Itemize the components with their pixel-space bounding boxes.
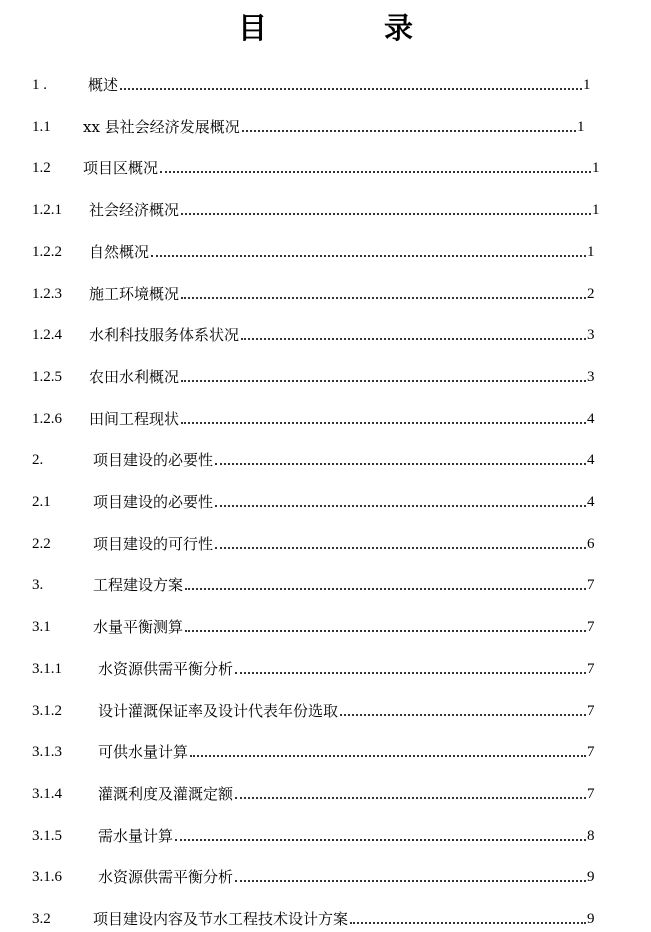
toc-entry-number: 3.1.5 [32, 827, 62, 844]
toc-entry[interactable] [0, 865, 651, 889]
toc-entry-page: 1 [582, 73, 591, 97]
toc-entry-title: 项目建设内容及节水工程技术设计方案 [93, 907, 350, 931]
toc-dot-leader [185, 588, 586, 590]
toc-entry-page: 7 [586, 657, 595, 681]
toc-entry-number: 2.2 [32, 535, 51, 552]
toc-entry-number: 1.2.4 [32, 327, 62, 344]
toc-entry-title: 项目建设的必要性 [93, 490, 215, 514]
toc-dot-leader [235, 880, 586, 882]
toc-entry-title: 可供水量计算 [98, 740, 190, 764]
toc-entry-number: 1.1 [32, 118, 51, 135]
toc-entry-page: 9 [586, 907, 595, 931]
toc-entry-number: 3.1.4 [32, 785, 62, 802]
toc-entry[interactable] [0, 323, 651, 347]
toc-entry-page: 4 [586, 490, 595, 514]
toc-dot-leader [175, 839, 586, 841]
toc-entry-number: 3.1.3 [32, 744, 62, 761]
toc-entry-page: 1 [576, 115, 585, 139]
toc-entry[interactable] [0, 532, 651, 556]
toc-entry-page: 7 [586, 699, 595, 723]
toc-dot-leader [151, 255, 586, 257]
toc-entry-page: 2 [586, 282, 595, 306]
toc-entry-title: 水资源供需平衡分析 [98, 865, 235, 889]
toc-entry-page: 7 [586, 573, 595, 597]
toc-entry-page: 4 [586, 407, 595, 431]
toc-entry[interactable] [0, 448, 651, 472]
toc-entry-number: 3.1 [32, 619, 51, 636]
toc-entry[interactable] [0, 740, 651, 764]
toc-entry-page: 4 [586, 448, 595, 472]
toc-dot-leader [350, 922, 586, 924]
toc-entry[interactable] [0, 73, 651, 97]
toc-entry-number: 1.2.5 [32, 368, 62, 385]
toc-entry[interactable] [0, 907, 651, 931]
toc-entry[interactable] [0, 657, 651, 681]
toc-entry[interactable] [0, 490, 651, 514]
toc-entry-title: 社会经济概况 [89, 198, 181, 222]
toc-entry[interactable] [0, 824, 651, 848]
toc-entry-title: 灌溉利度及灌溉定额 [98, 782, 235, 806]
toc-entry-title: 项目建设的必要性 [93, 448, 215, 472]
toc-entry-page: 1 [591, 198, 600, 222]
toc-entry-number: 3.1.6 [32, 869, 62, 886]
toc-entry-title: 项目区概况 [83, 156, 160, 180]
page-title: 目 录 [237, 11, 457, 45]
toc-entry-number: 3.1.2 [32, 702, 62, 719]
toc-entry[interactable] [0, 407, 651, 431]
toc-entry-page: 7 [586, 782, 595, 806]
toc-dot-leader [242, 130, 576, 132]
toc-dot-leader [181, 297, 586, 299]
toc-entry-title: 水资源供需平衡分析 [98, 657, 235, 681]
toc-entry[interactable] [0, 365, 651, 389]
toc-entry-page: 8 [586, 824, 595, 848]
toc-entry[interactable] [0, 115, 651, 139]
toc-dot-leader [120, 88, 582, 90]
toc-entry-number: 1.2 [32, 160, 51, 177]
toc-dot-leader [190, 755, 586, 757]
toc-entry-page: 9 [586, 865, 595, 889]
toc-entry-title: 项目建设的可行性 [93, 532, 215, 556]
toc-entry[interactable] [0, 615, 651, 639]
toc-dot-leader [181, 213, 591, 215]
toc-dot-leader [181, 380, 586, 382]
toc-dot-leader [215, 505, 586, 507]
toc-entry-page: 3 [586, 365, 595, 389]
toc-dot-leader [181, 422, 586, 424]
toc-entry-number: 1.2.3 [32, 285, 62, 302]
toc-entry-number: 1.2.6 [32, 410, 62, 427]
toc-entry[interactable] [0, 782, 651, 806]
toc-entry-title: 需水量计算 [98, 824, 175, 848]
toc-entry-title: 设计灌溉保证率及设计代表年份选取 [98, 699, 340, 723]
toc-dot-leader [241, 338, 586, 340]
toc-entry-page: 7 [586, 740, 595, 764]
toc-entry[interactable] [0, 240, 651, 264]
toc-entry-page: 7 [586, 615, 595, 639]
toc-entry-title: 概述 [88, 73, 120, 97]
toc-entry-number: 3.1.1 [32, 660, 62, 677]
toc-entry[interactable] [0, 573, 651, 597]
toc-entry-title: 农田水利概况 [89, 365, 181, 389]
toc-dot-leader [340, 714, 586, 716]
toc-entry-page: 1 [591, 156, 600, 180]
toc-dot-leader [185, 630, 586, 632]
toc-entry-page: 3 [586, 323, 595, 347]
toc-entry[interactable] [0, 699, 651, 723]
toc-entry-title: 水量平衡测算 [93, 615, 185, 639]
toc-entry-title: 水利科技服务体系状况 [89, 323, 241, 347]
toc-entry-title: 工程建设方案 [93, 573, 185, 597]
toc-entry-number: 3. [32, 577, 44, 594]
toc-entry-title: xx 县社会经济发展概况 [83, 115, 242, 139]
toc-entry-number: 3.2 [32, 911, 51, 927]
toc-entry-title: 田间工程现状 [89, 407, 181, 431]
toc-entry[interactable] [0, 156, 651, 180]
toc-entry-number: 1.2.1 [32, 202, 62, 219]
toc-entry[interactable] [0, 282, 651, 306]
toc-dot-leader [160, 171, 591, 173]
toc-entry-number: 2. [32, 452, 44, 469]
toc-entry-number: 1.2.2 [32, 243, 62, 260]
toc-dot-leader [215, 463, 586, 465]
toc-entry[interactable] [0, 198, 651, 222]
toc-entry-number: 2.1 [32, 494, 51, 510]
toc-entry-number: 1 . [32, 77, 47, 93]
toc-dot-leader [215, 547, 586, 549]
toc-entry-page: 6 [586, 532, 595, 556]
toc-dot-leader [235, 672, 586, 674]
toc-entry-page: 1 [586, 240, 595, 264]
toc-entry-title: 自然概况 [89, 240, 151, 264]
toc-dot-leader [235, 797, 586, 799]
toc-entry-title: 施工环境概况 [89, 282, 181, 306]
